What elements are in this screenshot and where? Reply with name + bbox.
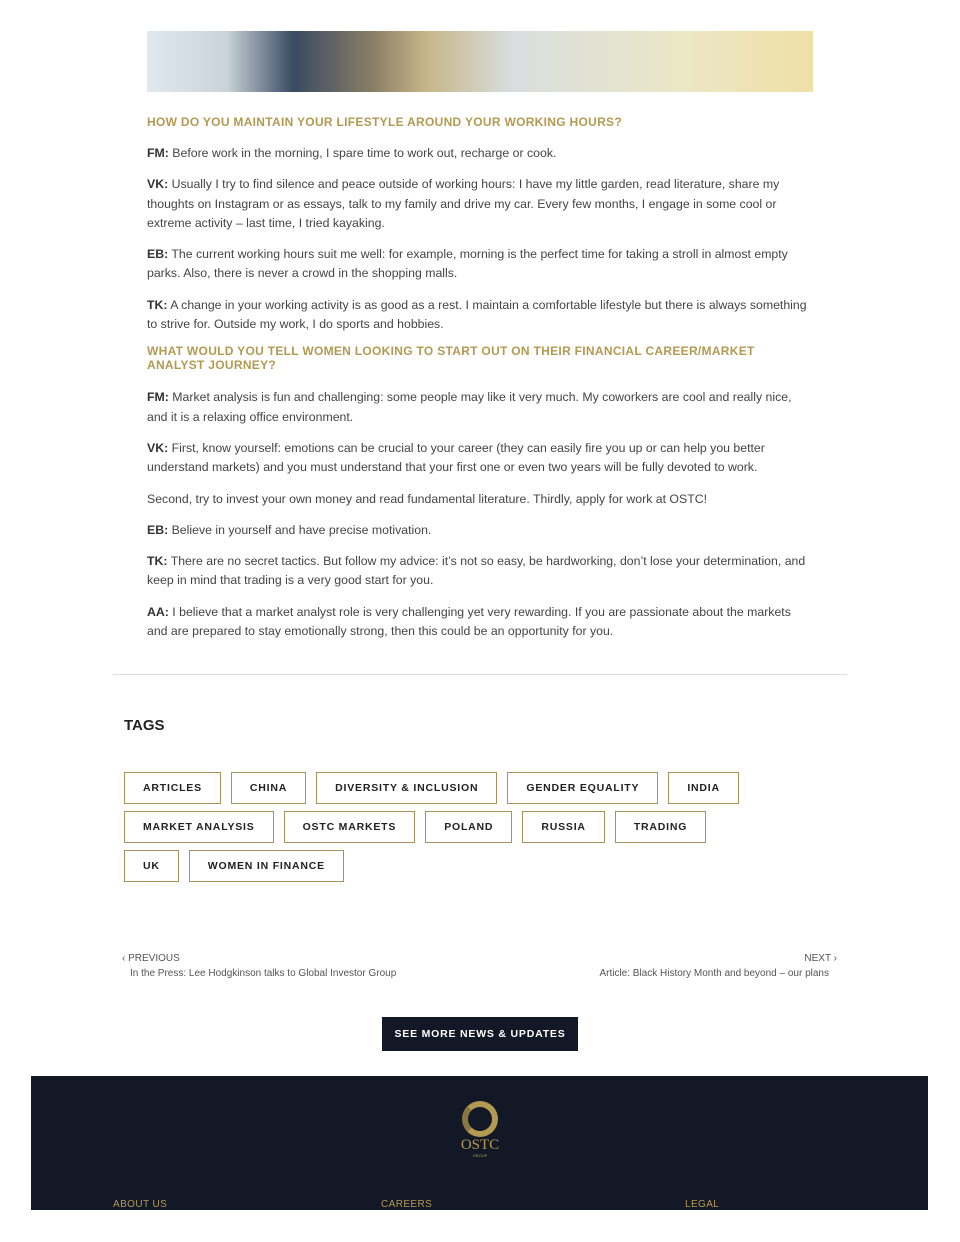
- next-post-link[interactable]: [599, 951, 837, 981]
- answer-paragraph: [147, 603, 812, 642]
- answer-text: There are no secret tactics. But follow my advice: it’s not so easy, be hardworking, don’t lose your determination, and keep in mind that trading is a very good start for you.: [147, 554, 806, 588]
- tags-title: TAGS: [124, 717, 165, 734]
- next-label: NEXT ›: [804, 953, 837, 964]
- answer-text: First, know yourself: emotions can be crucial to your career (they can easily fire you up or can help you better understand markets) and you must understand that your first one or even two years will be fully devoted to work.: [147, 440, 765, 475]
- tag-button[interactable]: MARKET ANALYSIS: [124, 811, 274, 843]
- previous-title: In the Press: Lee Hodgkinson talks to Global Investor Group: [130, 968, 397, 979]
- tag-button[interactable]: OSTC MARKETS: [284, 811, 416, 843]
- footer-link-careers[interactable]: CAREERS: [381, 1199, 433, 1210]
- question-heading: HOW DO YOU MAINTAIN YOUR LIFESTYLE AROUND YOUR WORKING HOURS?: [147, 115, 622, 129]
- previous-post-link[interactable]: [122, 951, 396, 981]
- answer-paragraph: [147, 439, 812, 478]
- speaker-initials: FM:: [147, 390, 169, 405]
- footer-link-legal[interactable]: LEGAL: [685, 1199, 720, 1210]
- speaker-initials: VK:: [147, 177, 169, 192]
- question-heading: WHAT WOULD YOU TELL WOMEN LOOKING TO START OUT ON THEIR FINANCIAL CAREER/MARKET ANALYST JOURNEY?: [147, 344, 755, 373]
- logo-name: OSTC: [460, 1137, 500, 1153]
- speaker-initials: TK:: [147, 297, 168, 312]
- tag-button[interactable]: DIVERSITY & INCLUSION: [316, 772, 497, 804]
- speaker-initials: EB:: [147, 522, 169, 537]
- answer-text: A change in your working activity is as good as a rest. I maintain a comfortable lifestyle but there is always something to strive for. Outside my work, I do sports and hobbies.: [147, 297, 807, 332]
- answer-paragraph: [147, 144, 812, 163]
- answer-paragraph: [147, 490, 812, 509]
- answer-text: Usually I try to find silence and peace outside of working hours: I have my little garden, read literature, share my thoughts on Instagram or as essays, talk to my family and drive my car. Every few months, I engage in some cool or extreme activity – last time, I tried kayaking.: [147, 177, 780, 230]
- tag-list: [124, 772, 764, 882]
- answer-text: The current working hours suit me well: for example, morning is the perfect time for taking a stroll in almost empty parks. Also, there is never a crowd in the shopping malls.: [147, 247, 788, 281]
- speaker-initials: VK:: [147, 440, 169, 455]
- logo-ring-icon: [462, 1101, 498, 1137]
- answer-paragraph: [147, 175, 812, 233]
- tag-button[interactable]: UK: [124, 850, 179, 882]
- answer-paragraph: [147, 245, 812, 284]
- speaker-initials: FM:: [147, 146, 169, 160]
- answer-text: I believe that a market analyst role is very challenging yet very rewarding. If you are passionate about the markets and are prepared to stay emotionally strong, then this could be an opportunity for you.: [147, 604, 791, 639]
- tag-button[interactable]: CHINA: [231, 772, 306, 804]
- tag-button[interactable]: GENDER EQUALITY: [507, 772, 658, 804]
- tag-button[interactable]: INDIA: [668, 772, 739, 804]
- speaker-initials: EB:: [147, 247, 169, 262]
- tag-button[interactable]: ARTICLES: [124, 772, 221, 804]
- answer-paragraph: [147, 388, 812, 427]
- tag-button[interactable]: RUSSIA: [522, 811, 604, 843]
- answer-paragraph: [147, 296, 812, 335]
- answer-text: Market analysis is fun and challenging: some people may like it very much. My coworkers are cool and really nice, and it is a relaxing office environment.: [147, 390, 792, 424]
- speaker-initials: TK:: [147, 554, 168, 569]
- answer-paragraph: [147, 552, 812, 591]
- footer-link-about[interactable]: ABOUT US: [113, 1199, 168, 1210]
- article-hero-image: [147, 31, 813, 92]
- answer-text: Second, try to invest your own money and read fundamental literature. Thirdly, apply for work at OSTC!: [147, 491, 708, 506]
- see-more-news-button[interactable]: SEE MORE NEWS & UPDATES: [382, 1017, 578, 1051]
- tag-button[interactable]: WOMEN IN FINANCE: [189, 850, 344, 882]
- next-title: Article: Black History Month and beyond – our plans: [599, 968, 829, 979]
- previous-label: ‹ PREVIOUS: [122, 953, 180, 964]
- answer-text: Believe in yourself and have precise motivation.: [168, 522, 432, 537]
- logo-sub: GROUP: [472, 1153, 488, 1158]
- answer-text: Before work in the morning, I spare time to work out, recharge or cook.: [168, 146, 557, 160]
- article-body: [147, 115, 812, 653]
- speaker-initials: AA:: [147, 604, 169, 619]
- answer-paragraph: [147, 521, 812, 540]
- tag-button[interactable]: TRADING: [615, 811, 706, 843]
- footer: [31, 1076, 928, 1210]
- divider: [113, 674, 847, 675]
- tag-button[interactable]: POLAND: [425, 811, 512, 843]
- ostc-logo[interactable]: [460, 1101, 500, 1158]
